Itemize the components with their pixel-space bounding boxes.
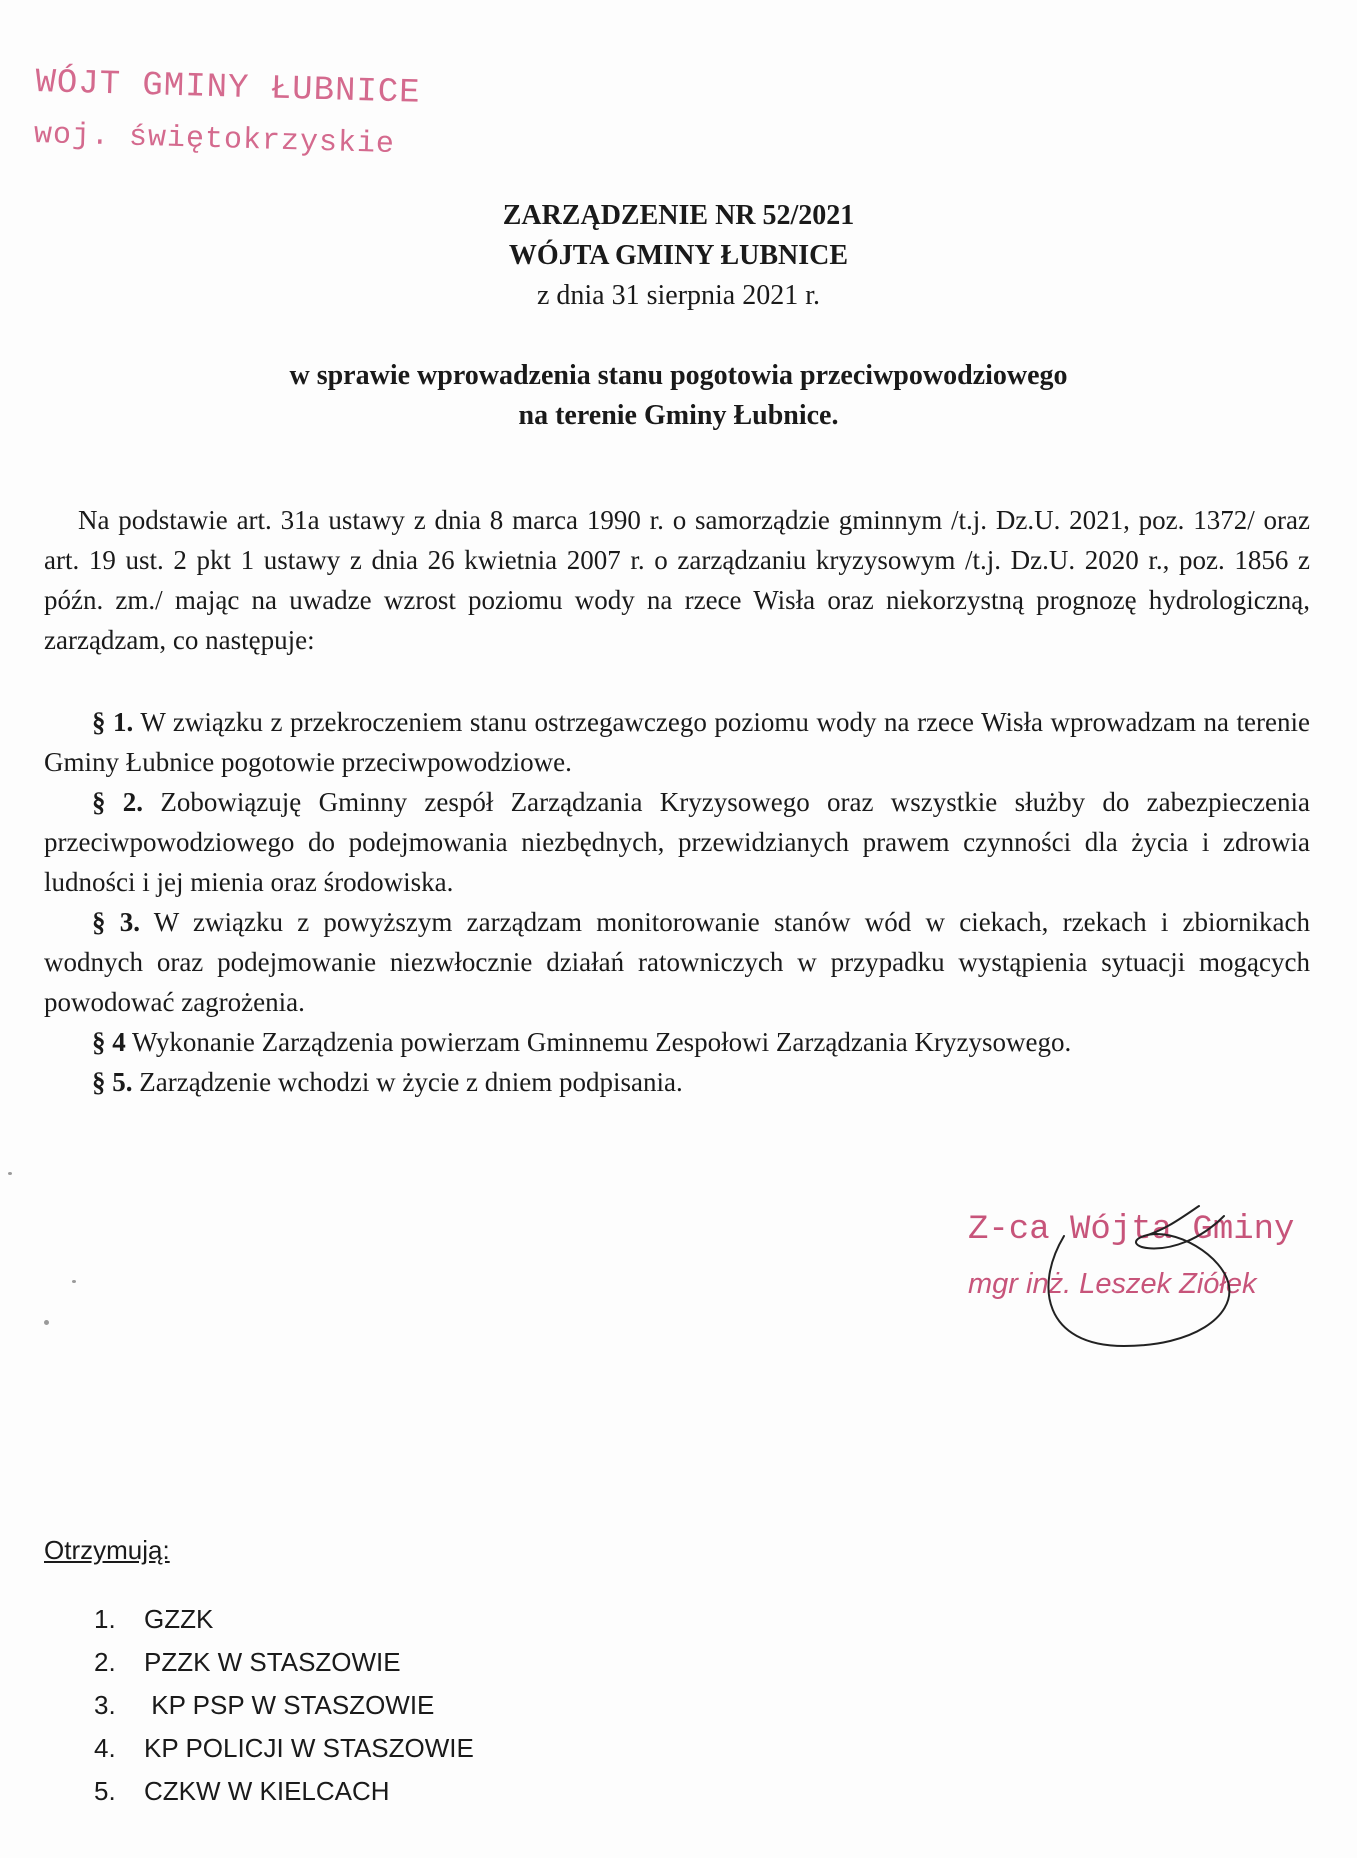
section-2-marker: § 2. [92,787,144,817]
scan-speck [72,1280,76,1283]
list-item-label: KP POLICJI W STASZOWIE [144,1733,474,1763]
scan-speck [44,1320,49,1325]
section-1-marker: § 1. [92,707,134,737]
section-5 [44,1062,1310,1102]
list-item [44,1641,474,1684]
signatory-role: Z-ca Wójta Gminy [968,1211,1295,1249]
list-item-label: KP PSP W STASZOWIE [144,1690,435,1720]
section-3-marker: § 3. [92,907,140,937]
ordinance-subject [0,356,1357,436]
section-5-text: Zarządzenie wchodzi w życie z dniem podpisania. [132,1067,683,1097]
list-item-number: 4. [94,1733,116,1763]
ordinance-number: ZARZĄDZENIE NR 52/2021 [502,200,855,231]
scan-speck [8,1172,12,1175]
recipients-block [44,1532,474,1813]
section-4 [44,1022,1310,1062]
list-item [44,1684,474,1727]
list-item-label: PZZK W STASZOWIE [144,1647,401,1677]
list-item-label: CZKW W KIELCACH [144,1776,390,1806]
section-4-marker: § 4 [92,1027,126,1057]
ordinance-issuer: WÓJTA GMINY ŁUBNICE [508,240,849,271]
section-4-text: Wykonanie Zarządzenia powierzam Gminnemu Zespołowi Zarządzania Kryzysowego. [125,1027,1072,1057]
office-stamp [33,62,421,169]
list-item-label: GZZK [144,1604,214,1634]
recipients-list [44,1598,474,1813]
section-5-marker: § 5. [92,1067,133,1097]
list-item-number: 2. [94,1647,116,1677]
ordinance-date: z dnia 31 sierpnia 2021 r. [536,280,821,311]
section-2 [44,782,1310,902]
spacer [44,660,1310,702]
ordinance-body [44,500,1310,1102]
list-item [44,1598,474,1641]
section-3-text: W związku z powyższym zarządzam monitorowanie stanów wód w ciekach, rzekach i zbiornikach wodnych oraz podejmowanie niezwłocznie działań ratowniczych w przypadku wystąpienia sytuacji mogących powodować zagrożenia. [44,907,1311,1017]
section-2-text: Zobowiązuję Gminny zespół Zarządzania Kryzysowego oraz wszystkie służby do zabezpieczenia przeciwpowodziowego do podejmowania niezbędnych, przewidzianych prawem czynności dla życia i zdrowia ludności i jej mienia oraz środowiska. [44,787,1310,897]
stamp-line-2: woj. świętokrzyskie [33,117,396,162]
list-item-number: 3. [94,1690,116,1720]
subject-line-1: w sprawie wprowadzenia stanu pogotowia przeciwpowodziowego [289,360,1068,391]
section-3 [44,902,1310,1022]
section-1 [44,702,1310,782]
legal-basis-paragraph: Na podstawie art. 31a ustawy z dnia 8 marca 1990 r. o samorządzie gminnym /t.j. Dz.U. 2021, poz. 1372/ oraz art. 19 ust. 2 pkt 1 ustawy z dnia 26 kwietnia 2007 r. o zarządzaniu kryzysowym /t.j. Dz.U. 2020 r., poz. 1856 z późn. zm./ mając na uwadze wzrost poziomu wody na rzece Wisła oraz niekorzystną prognozę hydrologiczną, zarządzam, co następuje: [44,505,1310,655]
list-item-number: 1. [94,1604,116,1634]
list-item [44,1770,474,1813]
recipients-title: Otrzymują: [44,1535,170,1565]
subject-line-2: na terenie Gminy Łubnice. [518,400,839,431]
list-item-number: 5. [94,1776,116,1806]
stamp-line-1: WÓJT GMINY ŁUBNICE [34,63,422,113]
signature-stamp [968,1208,1295,1304]
document-header [0,196,1357,316]
section-1-text: W związku z przekroczeniem stanu ostrzegawczego poziomu wody na rzece Wisła wprowadzam na terenie Gminy Łubnice pogotowie przeciwpowodziowe. [44,707,1311,777]
signatory-name: mgr inż. Leszek Ziółek [968,1268,1257,1300]
list-item [44,1727,474,1770]
